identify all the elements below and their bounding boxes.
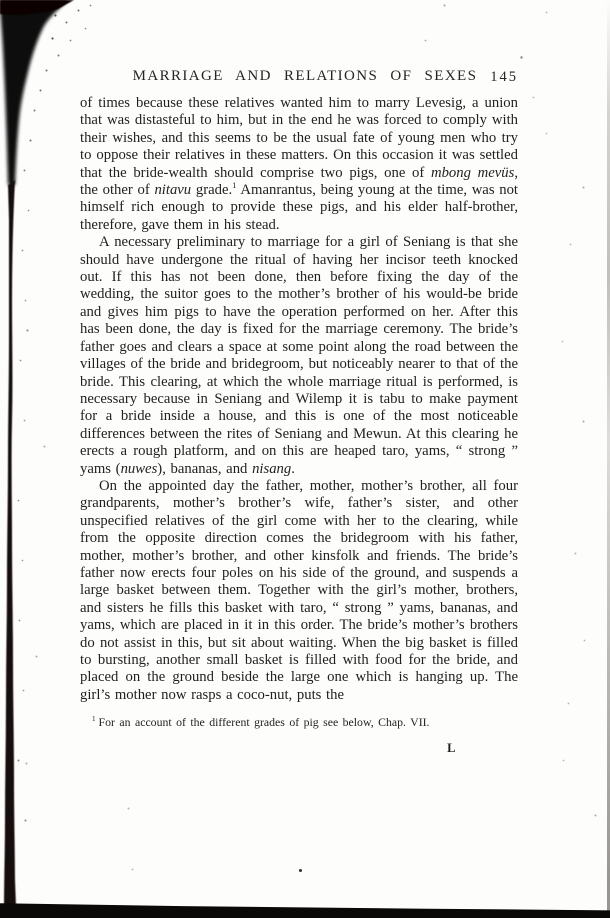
footnote-marker: 1: [92, 715, 96, 724]
scan-bottom-edge-artifact: [0, 902, 610, 918]
page-number: 145: [490, 69, 518, 85]
running-header: [80, 68, 518, 84]
body-text: [80, 95, 518, 704]
paragraph-2: A necessary preliminary to marriage for a girl of Seniang is that she should have undergone the ritual of having her incisor teeth knocked out. If this has not been done, then before fixing the day of the wedding, the suitor goes to the mother’s brother of his would-be bride and gives him pigs to have the operation performed on her. After this has been done, the day is fixed for the marriage ceremony. The bride’s father goes and clears a space at some point along the road between the villages of the bride and bridegroom, but noticeably nearer to that of the bride. This clearing, at which the whole marriage ritual is performed, is necessary because in Seniang and Wilemp it is tabu to make payment for a bride inside a house, and this is one of the most noticeable differences between the rites of Seniang and Mewun. At this clearing he erects a rough platform, and on this are heaped taro, yams, “ strong ” yams (nuwes), bananas, and nisang.: [80, 234, 518, 477]
scan-noise-specks: [0, 0, 1, 1]
paragraph-1: of times because these relatives wanted him to marry Levesig, a union that was distasteful to him, but in the end he was forced to comply with their wishes, and this seems to be the usual fate of young men who try to oppose their relatives in these matters. On this occasion it was settled that the bride-wealth should comprise two pigs, one of mbong mevüs, the other of nitavu grade.$^1$ Amanrantus, being young at the time, was not himself rich enough to provide these pigs, and his elder half-brother, therefore, gave them in his stead.: [80, 95, 519, 233]
paragraph-3: On the appointed day the father, mother, mother’s brother, all four grandparents, mother’s brother’s wife, father’s sister, and other unspecified relatives of the girl come with her to the clearing, while from the opposite direction comes the bridegroom with his father, mother, mother’s brother, and other kinsfolk and friends. The bride’s father now erects four poles on his side of the ground, and suspends a large basket between them. Together with the girl’s mother, brothers, and sisters he fills this basket with taro, “ strong ” yams, bananas, and yams, which are placed in it in this order. The bride’s mother’s brothers do not assist in this, but sit about waiting. When the big basket is filled to bursting, another small basket is filled with food for the bride, and placed on the ground beside the large one which is hanging up. The girl’s mother now rasps a coco-nut, puts the: [80, 477, 518, 703]
printers-signature-mark: L: [447, 741, 456, 756]
running-header-title: MARRIAGE AND RELATIONS OF SEXES: [132, 68, 478, 84]
footnote-text: For an account of the different grades of pig see below, Chap. VII.: [98, 715, 430, 730]
footnote: [80, 715, 518, 729]
page-content: [80, 68, 518, 757]
binding-spray-specks: [0, 0, 1, 1]
signature-row: [80, 739, 518, 757]
